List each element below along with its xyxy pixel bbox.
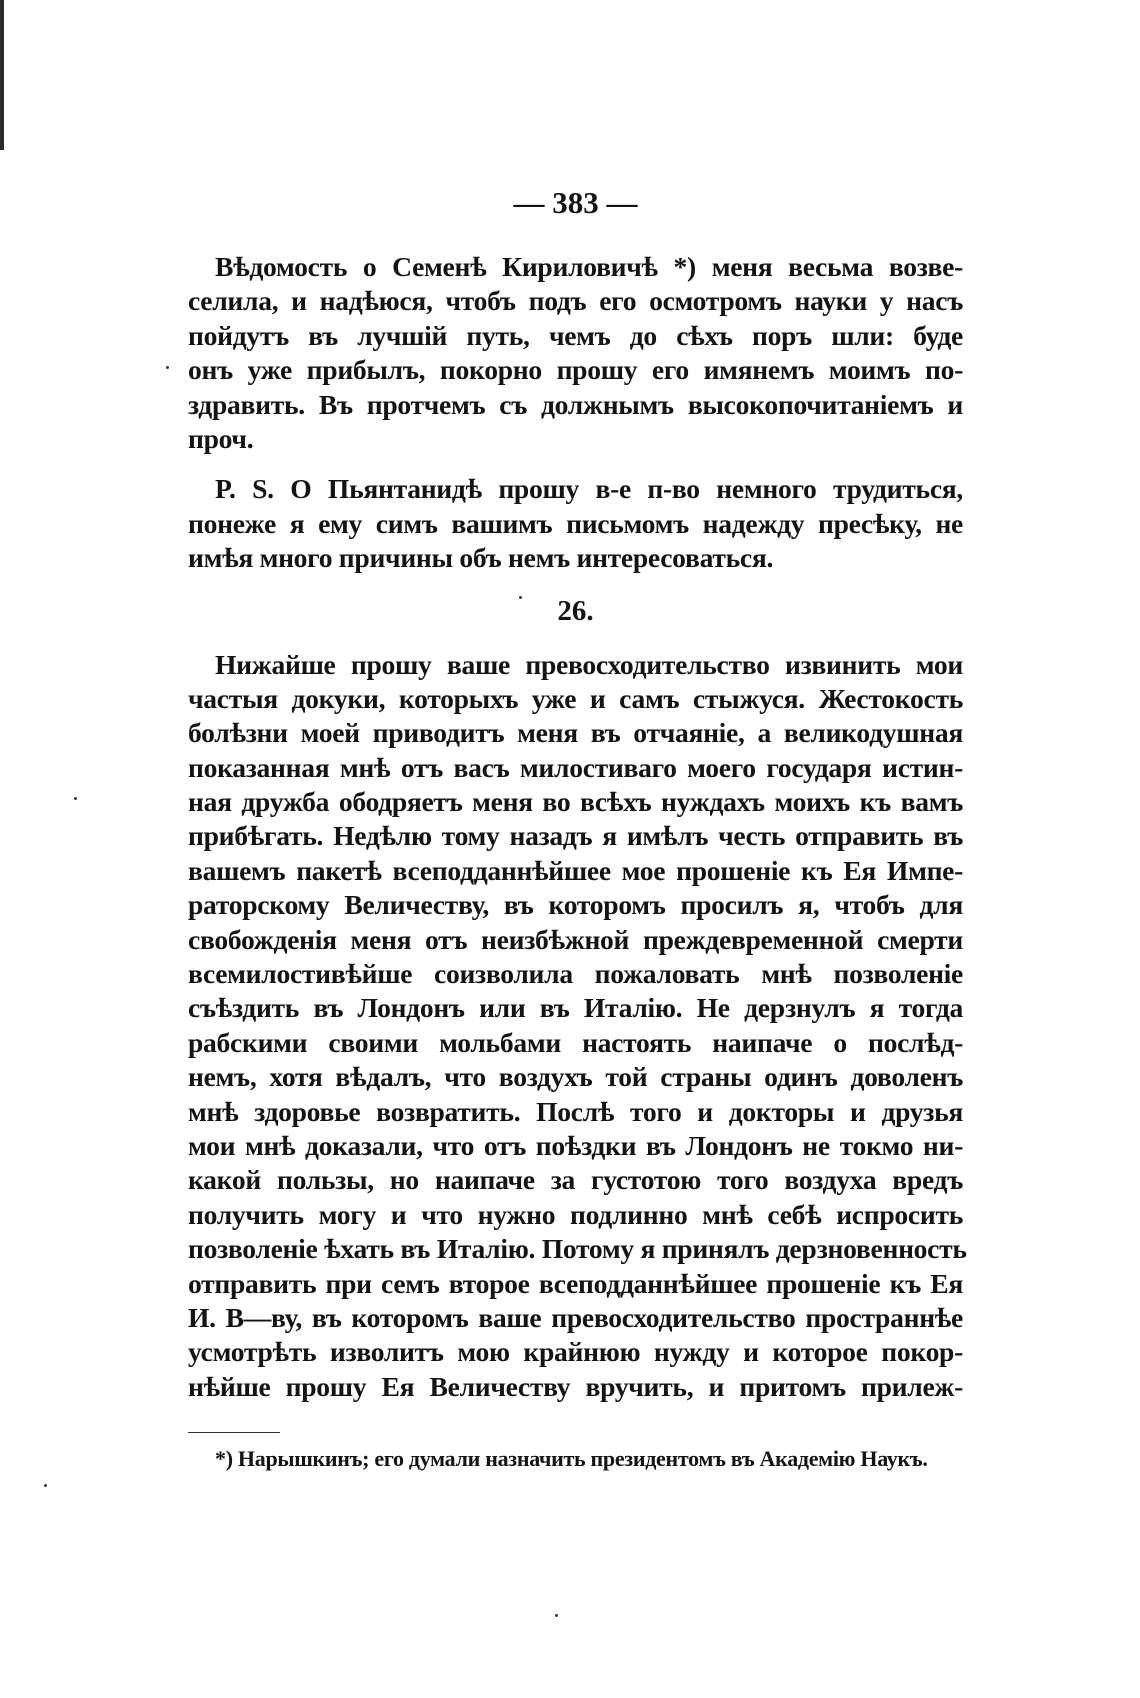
postscript (188, 472, 963, 575)
text-line: болѣзни моей приводитъ меня въ отчаяніе, а великодушная (188, 717, 963, 749)
paragraph-letter-26 (188, 648, 967, 1405)
text-line: И. В—ву, въ которомъ ваше превосходительство пространнѣе (188, 1301, 963, 1333)
print-speck (166, 366, 169, 369)
text-line: прибѣгать. Недѣлю тому назадъ я имѣлъ честь отправить въ (188, 820, 963, 852)
text-line: вашемъ пакетѣ всеподданнѣйшее мое прошеніе къ Ея Импе- (188, 854, 963, 886)
text-line: понеже я ему симъ вашимъ письмомъ надежду пресѣку, не (188, 507, 963, 539)
paragraph-letter-ending (188, 250, 963, 456)
print-speck (74, 797, 77, 800)
text-line: позволеніе ѣхать въ Италію. Потому я принялъ дерзновенность (188, 1233, 967, 1265)
text-line: ная дружба ободряетъ меня во всѣхъ нуждахъ моихъ къ вамъ (188, 786, 963, 818)
book-page (188, 178, 967, 1475)
text-line: нѣйше прошу Ея Величеству вручить, и притомъ прилеж- (188, 1370, 963, 1402)
text-line: пойдутъ въ лучшій путь, чемъ до сѣхъ поръ шли: буде (188, 319, 963, 351)
text-line: рабскими своими мольбами настоять наипаче о послѣд- (188, 1026, 963, 1058)
section-number: 26. (557, 594, 594, 627)
text-line: P. S. О Пьянтанидѣ прошу в-е п-во немного трудиться, (215, 473, 963, 505)
text-line: проч. (188, 422, 254, 454)
text-line: усмотрѣть изволитъ мою крайнюю нужду и которое покор- (188, 1336, 963, 1368)
text-line: раторскому Величеству, въ которомъ просилъ я, чтобъ для (188, 889, 963, 921)
text-line: здравить. Въ протчемъ съ должнымъ высокопочитаніемъ и (188, 388, 963, 420)
text-line: отправить при семъ второе всеподданнѣйшее прошеніе къ Ея (188, 1267, 963, 1299)
text-line: всемилостивѣйше соизволила пожаловать мнѣ позволеніе (188, 958, 963, 990)
footnote: *) Нарышкинъ; его думали назначить президентомъ въ Академію Наукъ. (215, 1446, 928, 1472)
print-speck (555, 1614, 558, 1617)
text-line: какой пользы, но наипаче за густотою того воздуха вредъ (188, 1164, 963, 1196)
text-line: селила, и надѣюся, чтобъ подъ его осмотромъ науки у насъ (188, 285, 963, 317)
text-line: мои мнѣ доказали, что отъ поѣздки въ Лондонъ не токмо ни- (188, 1129, 963, 1161)
text-line: съѣздить въ Лондонъ или въ Италію. Не дерзнулъ я тогда (188, 992, 963, 1024)
text-line: онъ уже прибылъ, покорно прошу его имянемъ моимъ по- (188, 354, 963, 386)
text-line: получить могу и что нужно подлинно мнѣ себѣ испросить (188, 1198, 963, 1230)
print-speck (519, 596, 522, 599)
text-line: мнѣ здоровье возвратить. Послѣ того и докторы и друзья (188, 1095, 963, 1127)
page-edge-line (0, 0, 4, 150)
text-line: Нижайше прошу ваше превосходительство извинить мои (215, 648, 963, 680)
footnote-divider (188, 1432, 280, 1433)
text-line: немъ, хотя вѣдалъ, что воздухъ той страны одинъ доволенъ (188, 1061, 963, 1093)
text-line: показанная мнѣ отъ васъ милостиваго моего государя истин- (188, 751, 963, 783)
text-line: имѣя много причины объ немъ интересоваться. (188, 542, 774, 574)
print-speck (44, 1484, 47, 1487)
page-number: — 383 — (513, 185, 638, 220)
text-line: свобожденія меня отъ неизбѣжной преждевременной смерти (188, 923, 963, 955)
text-line: Вѣдомость о Семенѣ Кириловичѣ *) меня весьма возве- (215, 251, 963, 282)
text-line: частыя докуки, которыхъ уже и самъ стыжуся. Жестокость (188, 682, 963, 714)
